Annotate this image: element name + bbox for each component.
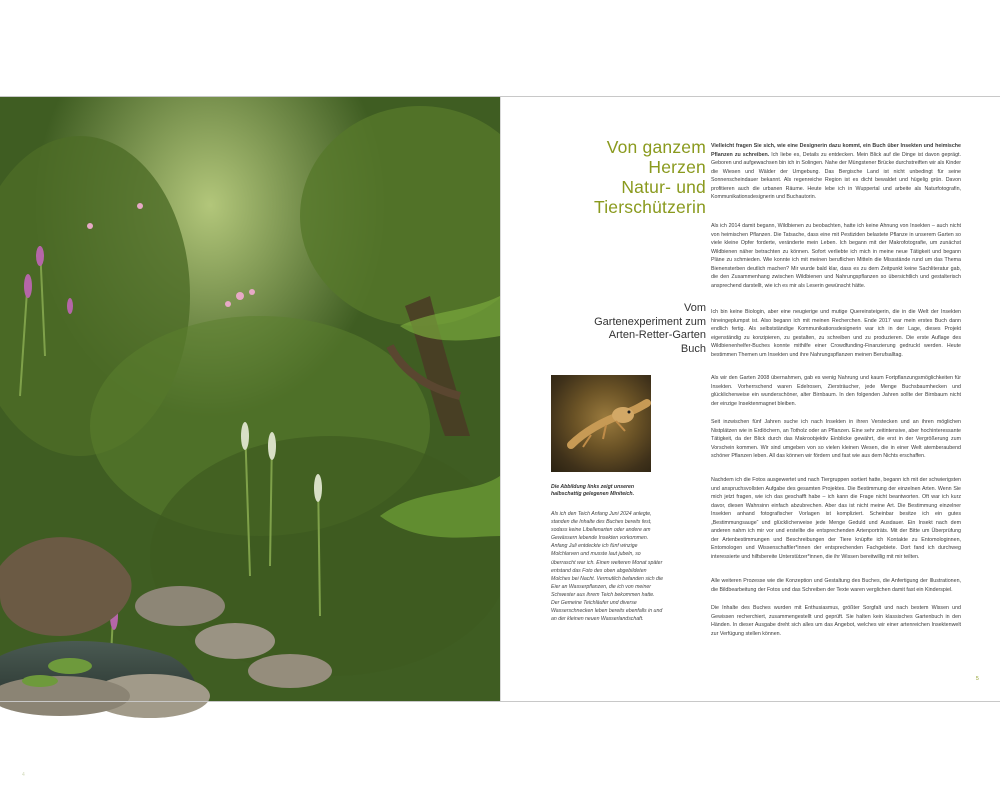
paragraph bbox=[711, 604, 961, 638]
paragraph bbox=[711, 142, 961, 202]
subheading-line: Gartenexperiment zum bbox=[594, 315, 706, 328]
heading-line: Von ganzem bbox=[606, 137, 706, 157]
heading-line: Tierschützerin bbox=[593, 197, 706, 217]
paragraph bbox=[711, 308, 961, 359]
photo-caption: Als ich den Teich Anfang Juni 2024 anlegte, standen die Inhalte des Buches bereits fest, sodass keine Libellenarten oder andere am Gewässern lebende Insekten vorkommen. Anfang Juli entdeckte ich fünf winzige Molchlarven und musste laut jubeln, so überrascht war ich. Einen weiteren Monat später entstand das Foto des oben abgebildeten Molches bei Nacht. Vermutlich befanden sich die Eier an Wasserpflanzen, die ich von meiner Schwester aus ihrem Teich bekommen hatte. Der Gemeine Teichläufer und diverse Wasserschnecken leben bereits ebenfalls in und an der kleinen neuen Wasserlandschaft. bbox=[551, 511, 663, 623]
heading-line: Natur- und bbox=[621, 177, 706, 197]
paragraph-text: Nachdem ich die Fotos ausgewertet und nach Tiergruppen sortiert hatte, begann ich mit der schwierigsten und anspruchsvollsten Aufgabe des gesamten Projektes. Die Bestimmung der einzelnen Arten. Wenn Sie mich jetzt fragen, wie ich das geschafft habe – ich kann die Frage nicht beantworten. Oft war ich kurz davor, diesen Wahnsinn einfach abzubrechen. Aber das ist nicht meine Art. Die Bestimmung einzelner Insekten anhand fotografischer Vorlagen ist kompliziert. Scheinbar besitze ich ein gutes „Bestimmungsauge“ und glücklicherweise jede Menge Geduld und Ausdauer. Ein Insekt nach dem anderen nahm ich mir vor und erstellte die entsprechenden Artenporträts. Mit der Bitte um Überprüfung der Artenbestimmungen und Beschreibungen der Tiere knüpfte ich Kontakte zu Entomologinnen, Entomologen und Wissenschaftler*innen der entsprechenden Fachgebiete. Dort fand ich durchweg interessierte und hilfsbereite Unterstützer*innen, die ihr Wissen bereitwillig mit mir teilten. bbox=[711, 477, 961, 560]
paragraph bbox=[711, 577, 961, 594]
paragraph bbox=[711, 222, 961, 290]
subheading bbox=[580, 302, 706, 356]
paragraph bbox=[711, 374, 961, 408]
subheading-line: Vom bbox=[683, 302, 706, 314]
paragraph-text: Ich liebe es, Details zu entdecken. Mein Blick auf die Dinge ist davon geprägt. Geboren und aufgewachsen bin ich in Solingen. Nahe der Müngstener Brücke durchstreiften wir als Kinder die Wiesen und Wälder der Umgebung. Das Bergische Land ist nicht unbedingt für seine Sonnenscheindauer bekannt. Als regenreiche Region ist es dicht bewaldet und hügelig grün. Davon profitieren auch die urbanen Räume. Heute lebe ich in Wuppertal und arbeite als Naturfotografin, Kommunikationsdesignerin und Buchautorin. bbox=[711, 151, 961, 201]
paragraph-text: Die Inhalte des Buches wurden mit Enthusiasmus, größter Sorgfalt und nach bestem Wissen und Gewissen recherchiert, zusammengestellt und geprüft. Sie halten kein klassisches Gartenbuch in den Händen. In dieser Ausgabe dreht sich alles um das Angebot, welches wir einer artenreichen Insektenwelt zur Verfügung stellen können. bbox=[711, 605, 961, 637]
paragraph bbox=[711, 418, 961, 461]
bottom-rule bbox=[0, 701, 1000, 702]
paragraph-text: Als wir den Garten 2008 übernahmen, gab es wenig Nahrung und kaum Fortpflanzungsmöglichkeiten für Insekten. Vorherrschend waren Edelrosen, Ziersträucher, jede Menge Buchsbaumhecken und glücklicherweise ein wunderschöner, alter Birnbaum. In den folgenden Jahren sollte der Birnbaum nicht der einzige Insektenmagnet bleiben. bbox=[711, 375, 961, 407]
paragraph-text: Seit inzwischen fünf Jahren suche ich nach Insekten in ihren Verstecken und an ihren möglichen Nistplätzen wie in Erdlöchern, an Totholz oder an Pflanzen. Eine sehr zeitintensive, aber hochinteressante Tätigkeit, da der Blick durch das Makroobjektiv Einblicke gewährt, die erst in der Vergrößerung zum Vorschein kommen. Wir sind umgeben von so vielen kleinen Wesen, die in einer Welt atemberaubend schöner Pflanzen leben. All das können wir fördern und fast wie aus dem Nichts erschaffen. bbox=[711, 419, 961, 460]
paragraph-text: Alle weiteren Prozesse wie die Konzeption und Gestaltung des Buches, die Anfertigung der Illustrationen, die Bildbearbeitung der Fotos und das Schreiben der Texte waren verglichen damit fast ein Kinderspiel. bbox=[711, 578, 961, 593]
paragraph-text: Als ich 2014 damit begann, Wildbienen zu beobachten, hatte ich keine Ahnung von Insekten – auch nicht von heimischen Pflanzen. Die Tatsache, dass eine mit Pestiziden belastete Pflanze in unserem Garten so viele kleine Opfer forderte, veränderte mein Leben. Ich begann mit der Makrofotografie, um zunächst Wildbienen näher betrachten zu können. Sofort verliebte ich mich in meine neue Tätigkeit und begann Pläne zu schmieden. Wie konnte ich mit meinen beruflichen Mitteln die Missstände rund um das Thema Bienensterben deutlich machen? Mir wurde bald klar, dass es zu dem Zeitpunkt keine Sachliteratur gab, die den Zusammenhang zwischen Wildbienen und Nahrungspflanzen so übersichtlich und gestalterisch ansprechend darstellt, wie ich es mir als Leserin gewünscht hätte. bbox=[711, 223, 961, 289]
newt-illustration bbox=[551, 375, 651, 472]
caption-lead: Die Abbildung links zeigt unseren halbschattig gelegenen Miniteich. bbox=[551, 484, 635, 498]
page-number-left: 4 bbox=[22, 772, 25, 778]
subheading-line: Arten-Retter-Garten bbox=[608, 329, 706, 341]
paragraph bbox=[711, 476, 961, 561]
paragraph-text: Ich bin keine Biologin, aber eine neugierige und mutige Quereinsteigerin, die in die Welt der Insekten hineingeplumpst ist. Also begann ich mit meinen Recherchen. Ende 2017 war mein erstes Buch dann endlich fertig. Als selbstständige Kommunikationsdesignerin war ich in der Lage, dieses Projekt eigenständig zu konzipieren, zu gestalten, zu schreiben und zu produzieren. Die erste Auflage des Wildbienenhelfer-Buches konnte mithilfe einer Crowdfunding-Finanzierung gedruckt werden. Heute bestimmen Themen um Insekten und ihre Nahrungspflanzen meinen Berufsalltag. bbox=[711, 309, 961, 358]
garden-photo-illustration bbox=[0, 96, 500, 702]
newt-larva-photo bbox=[551, 375, 651, 472]
top-rule bbox=[0, 96, 1000, 97]
heading-line: Herzen bbox=[648, 157, 706, 177]
garden-pond-photo bbox=[0, 96, 500, 778]
page-number-right: 5 bbox=[976, 676, 979, 682]
paragraph-lead: Vielleicht fragen Sie sich, wie eine Designerin dazu kommt, ein Buch über Insekten und heimische Pflanzen zu schreiben. bbox=[711, 143, 961, 158]
subheading-line: Buch bbox=[680, 342, 706, 355]
chapter-heading bbox=[560, 137, 706, 217]
